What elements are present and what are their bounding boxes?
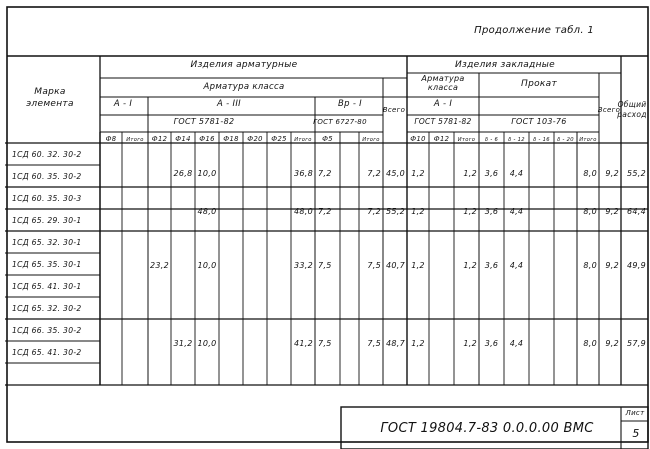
value-cell: 41,2 (293, 339, 313, 348)
element-mark: 1СД 65. 41. 30-1 (12, 282, 82, 291)
total-b-header: Всего (597, 106, 621, 114)
column-header: δ - 16 (533, 137, 550, 143)
element-mark: 1СД 65. 32. 30-1 (12, 238, 82, 247)
element-mark: 1СД 66. 35. 30-2 (12, 326, 82, 335)
sheet-number: 5 (632, 427, 640, 440)
value-cell: 40,7 (385, 261, 405, 270)
value-cell: 7,5 (318, 339, 332, 348)
value-cell: 1,2 (463, 339, 477, 348)
element-mark: 1СД 65. 29. 30-1 (12, 216, 82, 225)
gost-6727-header: ГОСТ 6727-80 (313, 118, 367, 126)
column-header: δ - 6 (484, 137, 499, 143)
value-cell: 55,2 (626, 169, 646, 178)
class-a1-header: А - I (113, 99, 133, 109)
value-cell: 48,7 (385, 339, 405, 348)
mark-header-line2: элемента (26, 99, 74, 109)
emb-a1-header: А - I (433, 99, 453, 109)
value-cell: 3,6 (484, 339, 499, 348)
value-cell: 36,8 (293, 169, 313, 178)
value-cell: 8,0 (583, 169, 597, 178)
value-cell: 4,4 (509, 207, 524, 216)
value-cell: 10,0 (197, 169, 217, 178)
column-header: Итого (126, 137, 144, 143)
value-cell: 49,9 (626, 261, 646, 270)
value-cell: 1,2 (463, 207, 477, 216)
value-cell: 7,2 (367, 169, 381, 178)
value-cell: 31,2 (173, 339, 193, 348)
value-cell: 48,0 (293, 207, 313, 216)
value-cell: 9,2 (605, 339, 619, 348)
element-mark: 1СД 65. 41. 30-2 (12, 348, 82, 357)
emb-rebar-class-line2: класса (427, 83, 459, 92)
value-cell: 1,2 (463, 169, 477, 178)
value-cell: 8,0 (583, 339, 597, 348)
value-cell: 55,2 (385, 207, 405, 216)
element-mark: 1СД 65. 32. 30-2 (12, 304, 82, 313)
column-header: Ф14 (175, 135, 191, 143)
table-grid (5, 7, 648, 449)
element-mark: 1СД 60. 32. 30-2 (12, 150, 82, 159)
gost-5781-header: ГОСТ 5781-82 (173, 117, 235, 126)
total-a-header: Всего (382, 106, 406, 114)
mark-header-line1: Марка (34, 87, 66, 97)
column-header: Ф12 (151, 135, 168, 143)
column-header: Ф25 (271, 135, 287, 143)
continuation-label: Продолжение табл. 1 (474, 25, 594, 36)
value-cell: 7,5 (318, 261, 332, 270)
rebar-class-header: Арматура класса (203, 82, 285, 92)
element-mark: 1СД 60. 35. 30-3 (12, 194, 82, 203)
mark-column (12, 150, 82, 357)
value-cell: 8,0 (583, 261, 597, 270)
value-cell: 9,2 (605, 207, 619, 216)
value-cell: 23,2 (149, 261, 170, 270)
value-cell: 48,0 (197, 207, 217, 216)
value-cell: 4,4 (509, 339, 524, 348)
value-cell: 64,4 (626, 207, 646, 216)
value-cell: 10,0 (197, 261, 217, 270)
sheet-label: Лист (625, 409, 645, 417)
element-mark: 1СД 65. 35. 30-1 (12, 260, 82, 269)
frame-rect (7, 7, 648, 442)
column-header: Ф10 (410, 135, 426, 143)
emb-rebar-class-line1: Арматура (421, 74, 465, 83)
value-cell: 1,2 (411, 339, 425, 348)
value-cell: 1,2 (411, 261, 425, 270)
column-header: Ф5 (322, 135, 333, 143)
value-cell: 45,0 (385, 169, 405, 178)
value-cell: 7,5 (367, 339, 381, 348)
column-header: Итого (579, 137, 597, 143)
gost-103-header: ГОСТ 103-76 (511, 117, 567, 126)
value-cell: 7,2 (318, 207, 332, 216)
value-cell: 10,0 (197, 339, 217, 348)
column-header: Итого (294, 137, 312, 143)
value-cell: 7,2 (367, 207, 381, 216)
value-cell: 33,2 (293, 261, 313, 270)
embedded-products-header: Изделия закладные (454, 60, 556, 70)
document-code: ГОСТ 19804.7-83 0.0.0.00 ВМС (380, 421, 594, 436)
column-header: δ - 20 (557, 137, 574, 143)
column-header: Ф20 (247, 135, 263, 143)
class-a3-header: А - III (217, 99, 241, 109)
column-header: Итого (457, 137, 476, 143)
rebar-products-header: Изделия арматурные (190, 60, 298, 70)
column-header: Итого (362, 137, 380, 143)
value-cell: 8,0 (583, 207, 597, 216)
value-cells (150, 169, 646, 348)
overall-header-line1: Общий (617, 100, 647, 109)
class-vr1-header: Вр - I (337, 99, 363, 109)
value-cell: 7,2 (318, 169, 332, 178)
column-headers (106, 135, 597, 143)
value-cell: 1,2 (411, 169, 425, 178)
value-cell: 26,8 (173, 169, 193, 178)
overall-header-line2: расход (617, 110, 647, 119)
value-cell: 9,2 (605, 169, 619, 178)
value-cell: 3,6 (484, 207, 499, 216)
column-header: δ - 12 (508, 137, 525, 143)
value-cell: 9,2 (605, 261, 619, 270)
value-cell: 1,2 (463, 261, 477, 270)
column-header: Ф18 (223, 135, 239, 143)
element-mark: 1СД 60. 35. 30-2 (12, 172, 82, 181)
value-cell: 3,6 (484, 261, 499, 270)
column-header: Ф16 (199, 135, 215, 143)
value-cell: 4,4 (509, 169, 524, 178)
value-cell: 7,5 (367, 261, 381, 270)
rolled-header: Прокат (521, 79, 557, 89)
column-header: Ф8 (105, 135, 117, 143)
value-cell: 1,2 (411, 207, 425, 216)
value-cell: 3,6 (484, 169, 499, 178)
value-cell: 57,9 (626, 339, 646, 348)
value-cell: 4,4 (509, 261, 524, 270)
emb-gost-5781-header: ГОСТ 5781-82 (414, 117, 472, 126)
column-header: Ф12 (433, 135, 450, 143)
